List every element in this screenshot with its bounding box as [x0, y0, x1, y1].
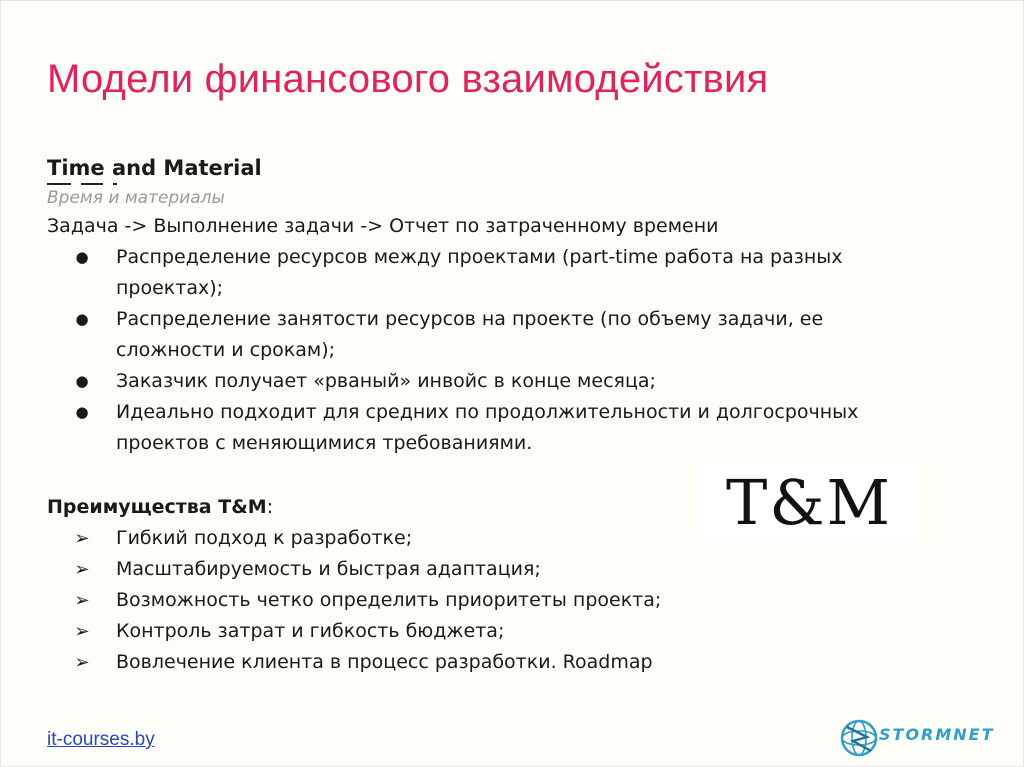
model-translation: Время и материалы — [47, 188, 225, 208]
arrow-bullet-icon: ➢ — [74, 652, 90, 673]
advantages-colon: : — [266, 496, 274, 518]
heading-underline-dashes — [47, 183, 977, 191]
list-item — [47, 397, 977, 459]
list-item — [47, 616, 977, 647]
arrow-bullet-icon: ➢ — [74, 559, 90, 580]
footer-link[interactable]: it-courses.by — [47, 729, 155, 750]
list-item — [47, 304, 977, 366]
list-item — [47, 585, 977, 616]
tm-logo: T&M — [698, 463, 920, 543]
list-item — [47, 366, 977, 397]
list-item-label: Контроль затрат и гибкость бюджета; — [116, 620, 505, 642]
arrow-bullet-icon: ➢ — [74, 590, 90, 611]
list-item — [47, 647, 977, 678]
features-list — [47, 242, 977, 459]
list-item-line: Заказчик получает «рваный» инвойс в конце месяца; — [116, 370, 656, 392]
stormnet-globe-icon — [837, 715, 881, 761]
bullet-icon: ● — [75, 310, 89, 328]
bullet-icon: ● — [75, 403, 89, 421]
list-item — [47, 242, 977, 304]
advantages-heading: Преимущества T&M — [47, 496, 267, 518]
list-item-line: проектов с меняющимися требованиями. — [116, 432, 533, 454]
process-line: Задача -> Выполнение задачи -> Отчет по затраченному времени — [47, 215, 719, 237]
bullet-icon: ● — [75, 372, 89, 390]
arrow-bullet-icon: ➢ — [74, 621, 90, 642]
list-item-line: Распределение ресурсов между проектами (part-time работа на разных — [116, 246, 843, 268]
list-item-line: сложности и срокам); — [116, 339, 336, 361]
brand-name: STORMNET — [879, 725, 995, 744]
list-item-label: Возможность четко определить приоритеты проекта; — [116, 589, 662, 611]
model-name: Time and Material — [47, 156, 262, 180]
advantages-list — [47, 523, 977, 678]
list-item-line: Идеально подходит для средних по продолжительности и долгосрочных — [116, 401, 859, 423]
stormnet-logo — [837, 713, 1017, 763]
bullet-icon: ● — [75, 248, 89, 266]
list-item-line: проектах); — [116, 277, 224, 299]
list-item-line: Распределение занятости ресурсов на проекте (по объему задачи, ее — [116, 308, 824, 330]
list-item — [47, 554, 977, 585]
list-item-label: Вовлечение клиента в процесс разработки. Roadmap — [116, 651, 653, 673]
slide-title: Модели финансового взаимодействия — [47, 57, 769, 101]
slide-content — [47, 153, 977, 678]
list-item-label: Гибкий подход к разработке; — [116, 527, 413, 549]
list-item-label: Масштабируемость и быстрая адаптация; — [116, 558, 541, 580]
arrow-bullet-icon: ➢ — [74, 528, 90, 549]
